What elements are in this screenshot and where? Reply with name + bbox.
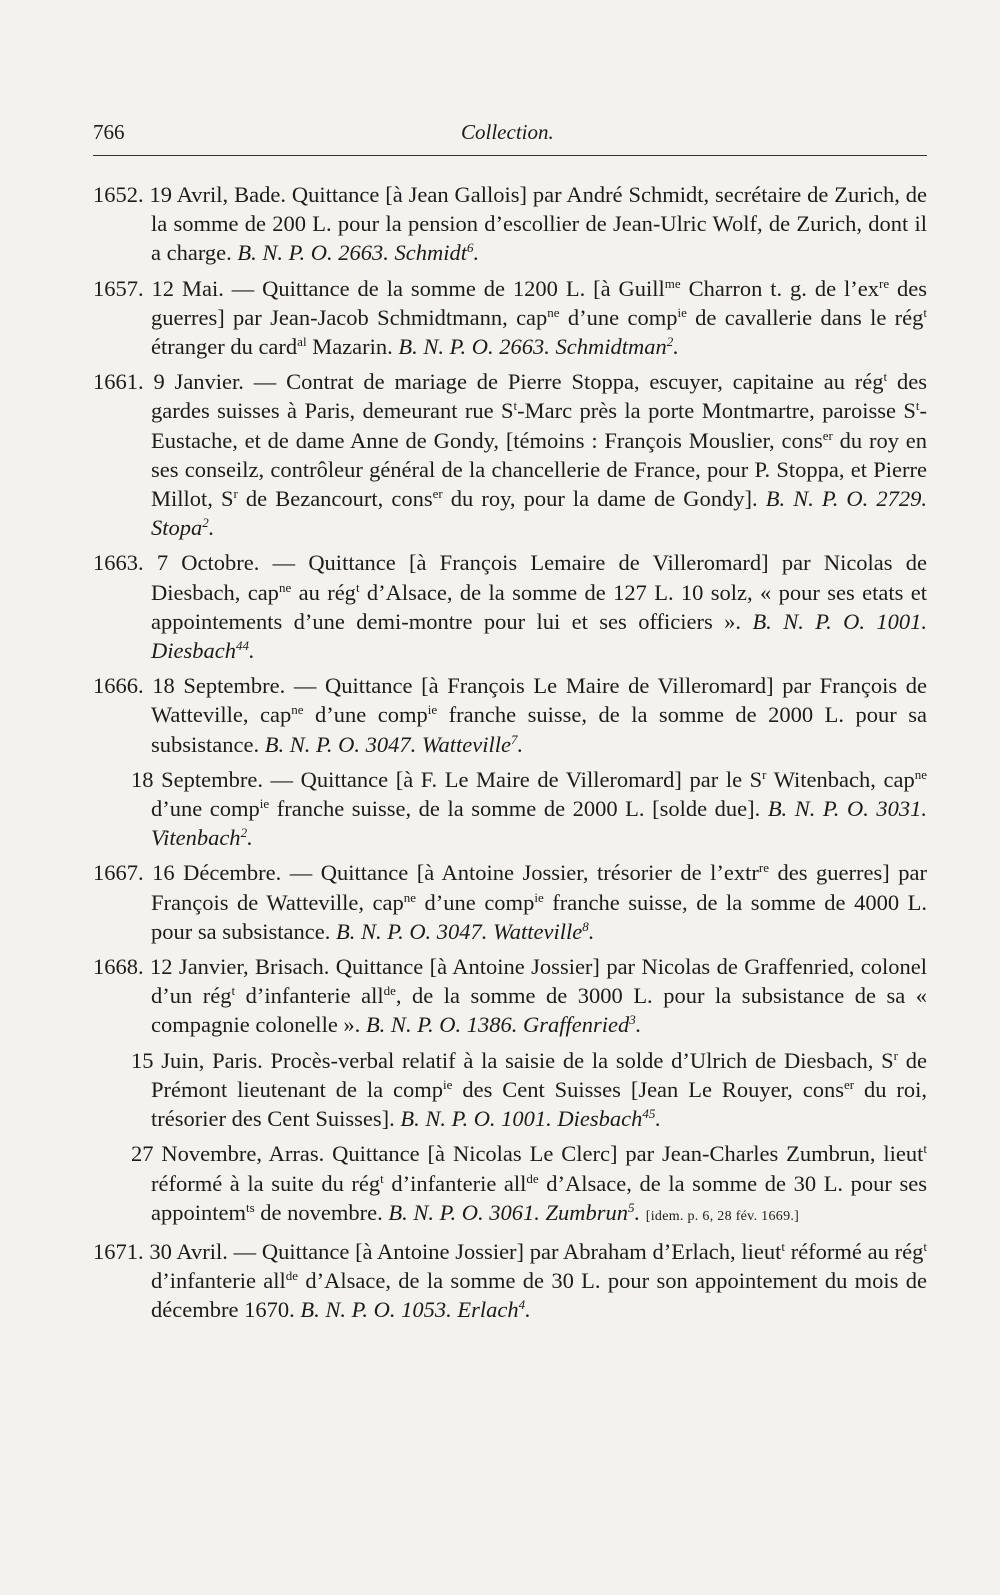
abbreviation-superscript: t [231, 983, 236, 999]
entry-text: 19 Avril, Bade. Quittance [à Jean Gallois] par André Schmidt, secrétaire de Zurich, de la somme de 200 L. pour la pension d’escollier de Jean-Ulric Wolf, de Zurich, dont il a charge. [149, 182, 927, 266]
entry-text: franche suisse, de la somme de 4000 L. pour sa subsistance. [151, 889, 928, 944]
entry-text: 18 Septembre. — Quittance [à François Le Maire de Villeromard] par François de Watteville, cap [151, 673, 927, 728]
source-citation: B. N. P. O. 2663. Schmidt [237, 240, 468, 266]
entry-text: du roy en ses conseilz, contrôleur général de la chancellerie de France, pour P. Stoppa, et Pierre Millot, S [151, 427, 927, 512]
entry-text: Charron t. g. de l’ex [680, 275, 879, 301]
page-number: 766 [93, 120, 125, 144]
abbreviation-superscript: ts [245, 1199, 255, 1215]
abbreviation-superscript: er [843, 1076, 855, 1092]
citation-superscript: 44 [235, 638, 249, 654]
entry-text: d’infanterie all [383, 1170, 527, 1196]
source-citation: B. N. P. O. 3047. Watteville [335, 918, 583, 944]
entry-year: 1663. [93, 550, 157, 576]
entry-text: Witenbach, cap [766, 766, 915, 792]
abbreviation-superscript: t [513, 398, 518, 414]
source-citation: . [248, 638, 255, 664]
source-citation: B. N. P. O. 3061. Zumbrun [388, 1199, 628, 1225]
entry-text: du roy, pour la dame de Gondy]. [442, 486, 766, 512]
abbreviation-superscript: ne [914, 766, 927, 782]
source-citation: . [635, 1012, 642, 1038]
entry [93, 765, 927, 853]
abbreviation-superscript: ie [259, 796, 270, 812]
source-citation: . [655, 1106, 662, 1132]
abbreviation-superscript: ne [278, 579, 292, 595]
entry [93, 671, 927, 759]
abbreviation-superscript: ne [403, 889, 416, 905]
entry [93, 367, 927, 542]
entry [93, 1139, 927, 1231]
running-title: Collection. [461, 120, 554, 144]
entry-text: d’infanterie all [235, 983, 384, 1009]
entry-text: des Cent Suisses [Jean Le Rouyer, cons [452, 1076, 844, 1102]
abbreviation-superscript: t [380, 1170, 384, 1186]
entry [93, 858, 927, 946]
entry-text: d’Alsace, de la somme de 30 L. pour son appointement du mois de décembre 1670. [151, 1268, 927, 1323]
abbreviation-superscript: ie [677, 304, 687, 320]
source-citation: B. N. P. O. 1053. Erlach [300, 1297, 519, 1323]
citation-superscript: 4 [518, 1297, 526, 1313]
entry-text: 15 Juin, Paris. Procès-verbal relatif à la saisie de la solde d’Ulrich de Diesbach, S [131, 1047, 894, 1073]
abbreviation-superscript: al [297, 334, 307, 350]
entry-text: des guerres] par François de Watteville, cap [151, 860, 927, 915]
entry-year: 1671. [93, 1238, 150, 1264]
citation-superscript: 8 [582, 918, 589, 934]
citation-superscript: 7 [510, 731, 518, 747]
source-citation: B. N. P. O. 1001. Diesbach [400, 1106, 643, 1132]
abbreviation-superscript: t [781, 1238, 785, 1254]
entry-year: 1668. [93, 954, 151, 980]
abbreviation-superscript: er [432, 486, 443, 502]
source-citation: . [525, 1297, 531, 1323]
entry-text: d’Alsace, de la somme de 127 L. 10 solz, « pour ses etats et appointements d’une demi-montre pour lui et ses officiers ». [151, 579, 927, 634]
entry [93, 1237, 927, 1325]
abbreviation-superscript: r [762, 766, 767, 782]
source-citation: . [588, 918, 595, 944]
source-citation: . [208, 515, 215, 541]
abbreviation-superscript: ie [443, 1076, 453, 1092]
entry-text: de Bezancourt, cons [237, 486, 433, 512]
entry-text: de Prémont lieutenant de la comp [151, 1047, 927, 1102]
citation-superscript: 45 [642, 1106, 656, 1122]
entry-text: d’une comp [151, 796, 260, 822]
entry-text: d’une comp [416, 889, 535, 915]
source-citation: B. N. P. O. 1001. Diesbach [151, 608, 928, 664]
entry-text: -Eustache, et de dame Anne de Gondy, [témoins : François Mouslier, cons [151, 398, 927, 453]
source-citation: . [473, 240, 480, 266]
entry [93, 180, 927, 268]
entry-year: 1652. [93, 182, 150, 207]
entry-text: franche suisse, de la somme de 2000 L. pour sa subsistance. [151, 702, 928, 757]
entry-text: 9 Janvier. — Contrat de mariage de Pierre Stoppa, escuyer, capitaine au rég [153, 369, 884, 395]
entry-text: d’Alsace, de la somme de 30 L. pour ses appointem [151, 1170, 927, 1225]
entry-text: 16 Décembre. — Quittance [à Antoine Jossier, trésorier de l’extr [152, 860, 759, 886]
entry-text: des guerres] par Jean-Jacob Schmidtmann, cap [151, 275, 928, 330]
entry-text: du roi, trésorier des Cent Suisses]. [151, 1076, 927, 1132]
entry [93, 1046, 927, 1134]
abbreviation-superscript: ne [547, 304, 560, 320]
entry-text: 18 Septembre. — Quittance [à F. Le Maire de Villeromard] par le S [131, 766, 763, 792]
citation-superscript: 2 [666, 334, 674, 350]
entry-text: réformé au rég [784, 1238, 924, 1264]
abbreviation-superscript: t [923, 1238, 928, 1254]
entry-text: 27 Novembre, Arras. Quittance [à Nicolas Le Clerc] par Jean-Charles Zumbrun, lieut [131, 1141, 924, 1167]
abbreviation-superscript: t [923, 1141, 927, 1157]
abbreviation-superscript: de [285, 1268, 299, 1284]
source-citation: . [673, 334, 679, 360]
entry-text: étranger du card [151, 334, 298, 360]
entry [93, 548, 927, 665]
entry-text: d’infanterie all [151, 1268, 286, 1294]
entry-text: d’une comp [559, 304, 678, 330]
source-citation: . [517, 731, 524, 757]
source-citation: . [634, 1199, 646, 1225]
abbreviation-superscript: t [883, 369, 888, 385]
source-citation: B. N. P. O. 3047. Watteville [264, 731, 511, 757]
entry-text: 12 Janvier, Brisach. Quittance [à Antoine Jossier] par Nicolas de Graffenried, colonel d’un rég [150, 954, 927, 1009]
abbreviation-superscript: me [664, 275, 681, 291]
citation-superscript: 2 [202, 515, 209, 531]
entry-text: d’une comp [303, 702, 428, 728]
abbreviation-superscript: de [383, 983, 396, 999]
entries-body [93, 180, 927, 1331]
abbreviation-superscript: ie [427, 702, 438, 718]
entry-text: 7 Octobre. — Quittance [à François Lemaire de Villeromard] par Nicolas de Diesbach, cap [151, 550, 927, 605]
abbreviation-superscript: t [923, 304, 927, 320]
abbreviation-superscript: t [915, 398, 920, 414]
citation-superscript: 3 [629, 1012, 636, 1028]
entry [93, 274, 927, 362]
abbreviation-superscript: re [878, 275, 890, 291]
abbreviation-superscript: ne [291, 702, 304, 718]
abbreviation-superscript: re [758, 860, 770, 876]
citation-superscript: 6 [467, 240, 474, 256]
entry-text: Mazarin. [306, 334, 399, 360]
abbreviation-superscript: t [355, 579, 360, 595]
entry-year: 1667. [93, 860, 153, 886]
abbreviation-superscript: er [822, 427, 833, 443]
entry-year: 1666. [93, 673, 153, 699]
source-citation: B. N. P. O. 1386. Graffenried [365, 1012, 630, 1038]
entry-text: de cavallerie dans le rég [686, 304, 924, 330]
entry-year: 1661. [93, 369, 154, 395]
entry-text: des gardes suisses à Paris, demeurant rue S [151, 369, 927, 424]
running-header [93, 120, 927, 150]
entry-text: au rég [291, 579, 356, 605]
entry-year: 1657. [93, 275, 152, 301]
entry-text: de novembre. [254, 1199, 389, 1225]
entry [93, 952, 927, 1040]
citation-superscript: 5 [628, 1199, 635, 1215]
entry-text: , de la somme de 3000 L. pour la subsistance de sa « compagnie colonelle ». [151, 983, 927, 1038]
abbreviation-superscript: r [893, 1047, 898, 1063]
source-citation: B. N. P. O. 2729. Stopa [151, 486, 928, 541]
entry-text: 30 Avril. — Quittance [à Antoine Jossier] par Abraham d’Erlach, lieut [149, 1238, 782, 1264]
entry-text: -Marc près la porte Montmartre, paroisse S [517, 398, 916, 424]
entry-text: réformé à la suite du rég [151, 1170, 381, 1196]
source-citation: . [247, 825, 253, 851]
header-rule [93, 155, 927, 156]
abbreviation-superscript: de [526, 1170, 539, 1186]
source-citation: B. N. P. O. 3031. Vitenbach [151, 796, 928, 851]
abbreviation-superscript: ie [534, 889, 544, 905]
entry-text: franche suisse, de la somme de 2000 L. [solde due]. [269, 796, 768, 822]
marginal-note: [idem. p. 6, 28 fév. 1669.] [645, 1208, 800, 1224]
entry-text: 12 Mai. — Quittance de la somme de 1200 L. [à Guill [151, 275, 665, 301]
source-citation: B. N. P. O. 2663. Schmidtman [398, 334, 667, 360]
citation-superscript: 2 [240, 825, 248, 841]
abbreviation-superscript: r [233, 486, 238, 502]
